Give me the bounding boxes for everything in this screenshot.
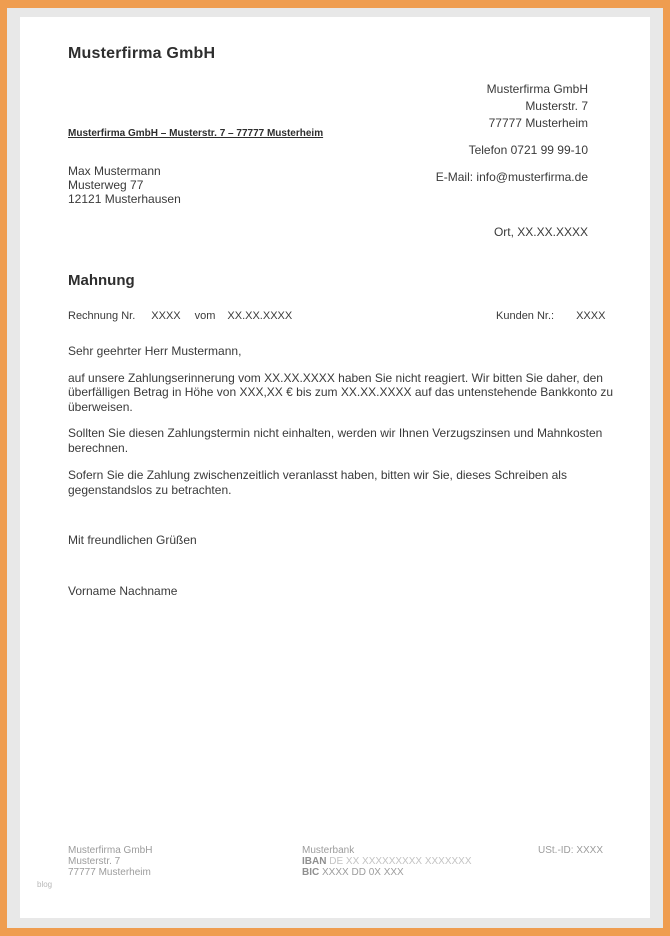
place-date-line: Ort, XX.XX.XXXX: [493, 225, 588, 239]
invoice-number-label: Rechnung Nr.: [68, 310, 136, 322]
body-paragraph: Sollten Sie diesen Zahlungstermin nicht einhalten, werden wir Ihnen Verzugszinsen und Mahnkosten berechnen.: [68, 426, 603, 455]
bic-value: XXXX DD 0X XXX: [322, 867, 404, 878]
letter-footer: [68, 845, 613, 885]
sender-address-line: Musterstr. 7: [525, 99, 588, 113]
letter-subject: Mahnung: [68, 272, 135, 289]
reference-row: [68, 310, 608, 322]
tax-id: USt.-ID: XXXX: [538, 845, 604, 856]
customer-number-value: XXXX: [576, 310, 606, 322]
letter-body: [68, 344, 613, 598]
letter-page: [20, 17, 650, 918]
footer-bic-line: [302, 867, 472, 878]
sender-contact-block: [436, 81, 588, 186]
recipient-address-block: [68, 164, 181, 206]
closing-line: Mit freundlichen Grüßen: [68, 533, 197, 547]
footer-bank-name: Musterbank: [302, 845, 355, 856]
footer-company-line: 77777 Musterheim: [68, 867, 151, 878]
return-address-line: Musterfirma GmbH – Musterstr. 7 – 77777 Musterheim: [68, 128, 324, 139]
signature-name: Vorname Nachname: [68, 583, 178, 598]
recipient-name: Max Mustermann: [68, 164, 161, 178]
invoice-date-value: XX.XX.XXXX: [227, 310, 293, 322]
footer-company-line: Musterfirma GmbH: [68, 845, 153, 856]
salutation: Sehr geehrter Herr Mustermann,: [68, 344, 242, 358]
footer-company-column: [68, 845, 152, 878]
sender-address-line: Musterfirma GmbH: [486, 82, 588, 96]
customer-number-group: [496, 310, 605, 322]
sender-address-line: 77777 Musterheim: [488, 116, 588, 130]
footer-company-line: Musterstr. 7: [68, 856, 121, 867]
sender-email: E-Mail: info@musterfirma.de: [435, 170, 588, 184]
company-title: Musterfirma GmbH: [68, 45, 216, 62]
footer-tax-column: [538, 845, 603, 856]
watermark-text: blog: [37, 880, 53, 889]
bic-label: BIC: [302, 867, 320, 878]
iban-value: DE XX XXXXXXXXX XXXXXXX: [329, 856, 472, 867]
recipient-street: Musterweg 77: [68, 178, 144, 192]
iban-label: IBAN: [302, 856, 327, 867]
invoice-number-value: XXXX: [151, 310, 181, 322]
footer-iban-line: [302, 856, 472, 867]
body-paragraph: Sofern Sie die Zahlung zwischenzeitlich veranlasst haben, bitten wir Sie, dieses Schreiben als gegenstandslos zu betrachten.: [68, 468, 567, 497]
invoice-date-label: vom: [194, 310, 216, 322]
sender-phone: Telefon 0721 99 99-10: [468, 143, 588, 157]
body-paragraph: auf unsere Zahlungserinnerung vom XX.XX.XXXX haben Sie nicht reagiert. Wir bitten Sie daher, den überfälligen Betrag in Höhe von XXX,XX € bis zum XX.XX.XXXX auf das untenstehende Bankkonto zu überweisen.: [68, 370, 614, 414]
footer-bank-column: [302, 845, 472, 878]
customer-number-label: Kunden Nr.:: [496, 310, 555, 322]
recipient-city: 12121 Musterhausen: [68, 192, 181, 206]
